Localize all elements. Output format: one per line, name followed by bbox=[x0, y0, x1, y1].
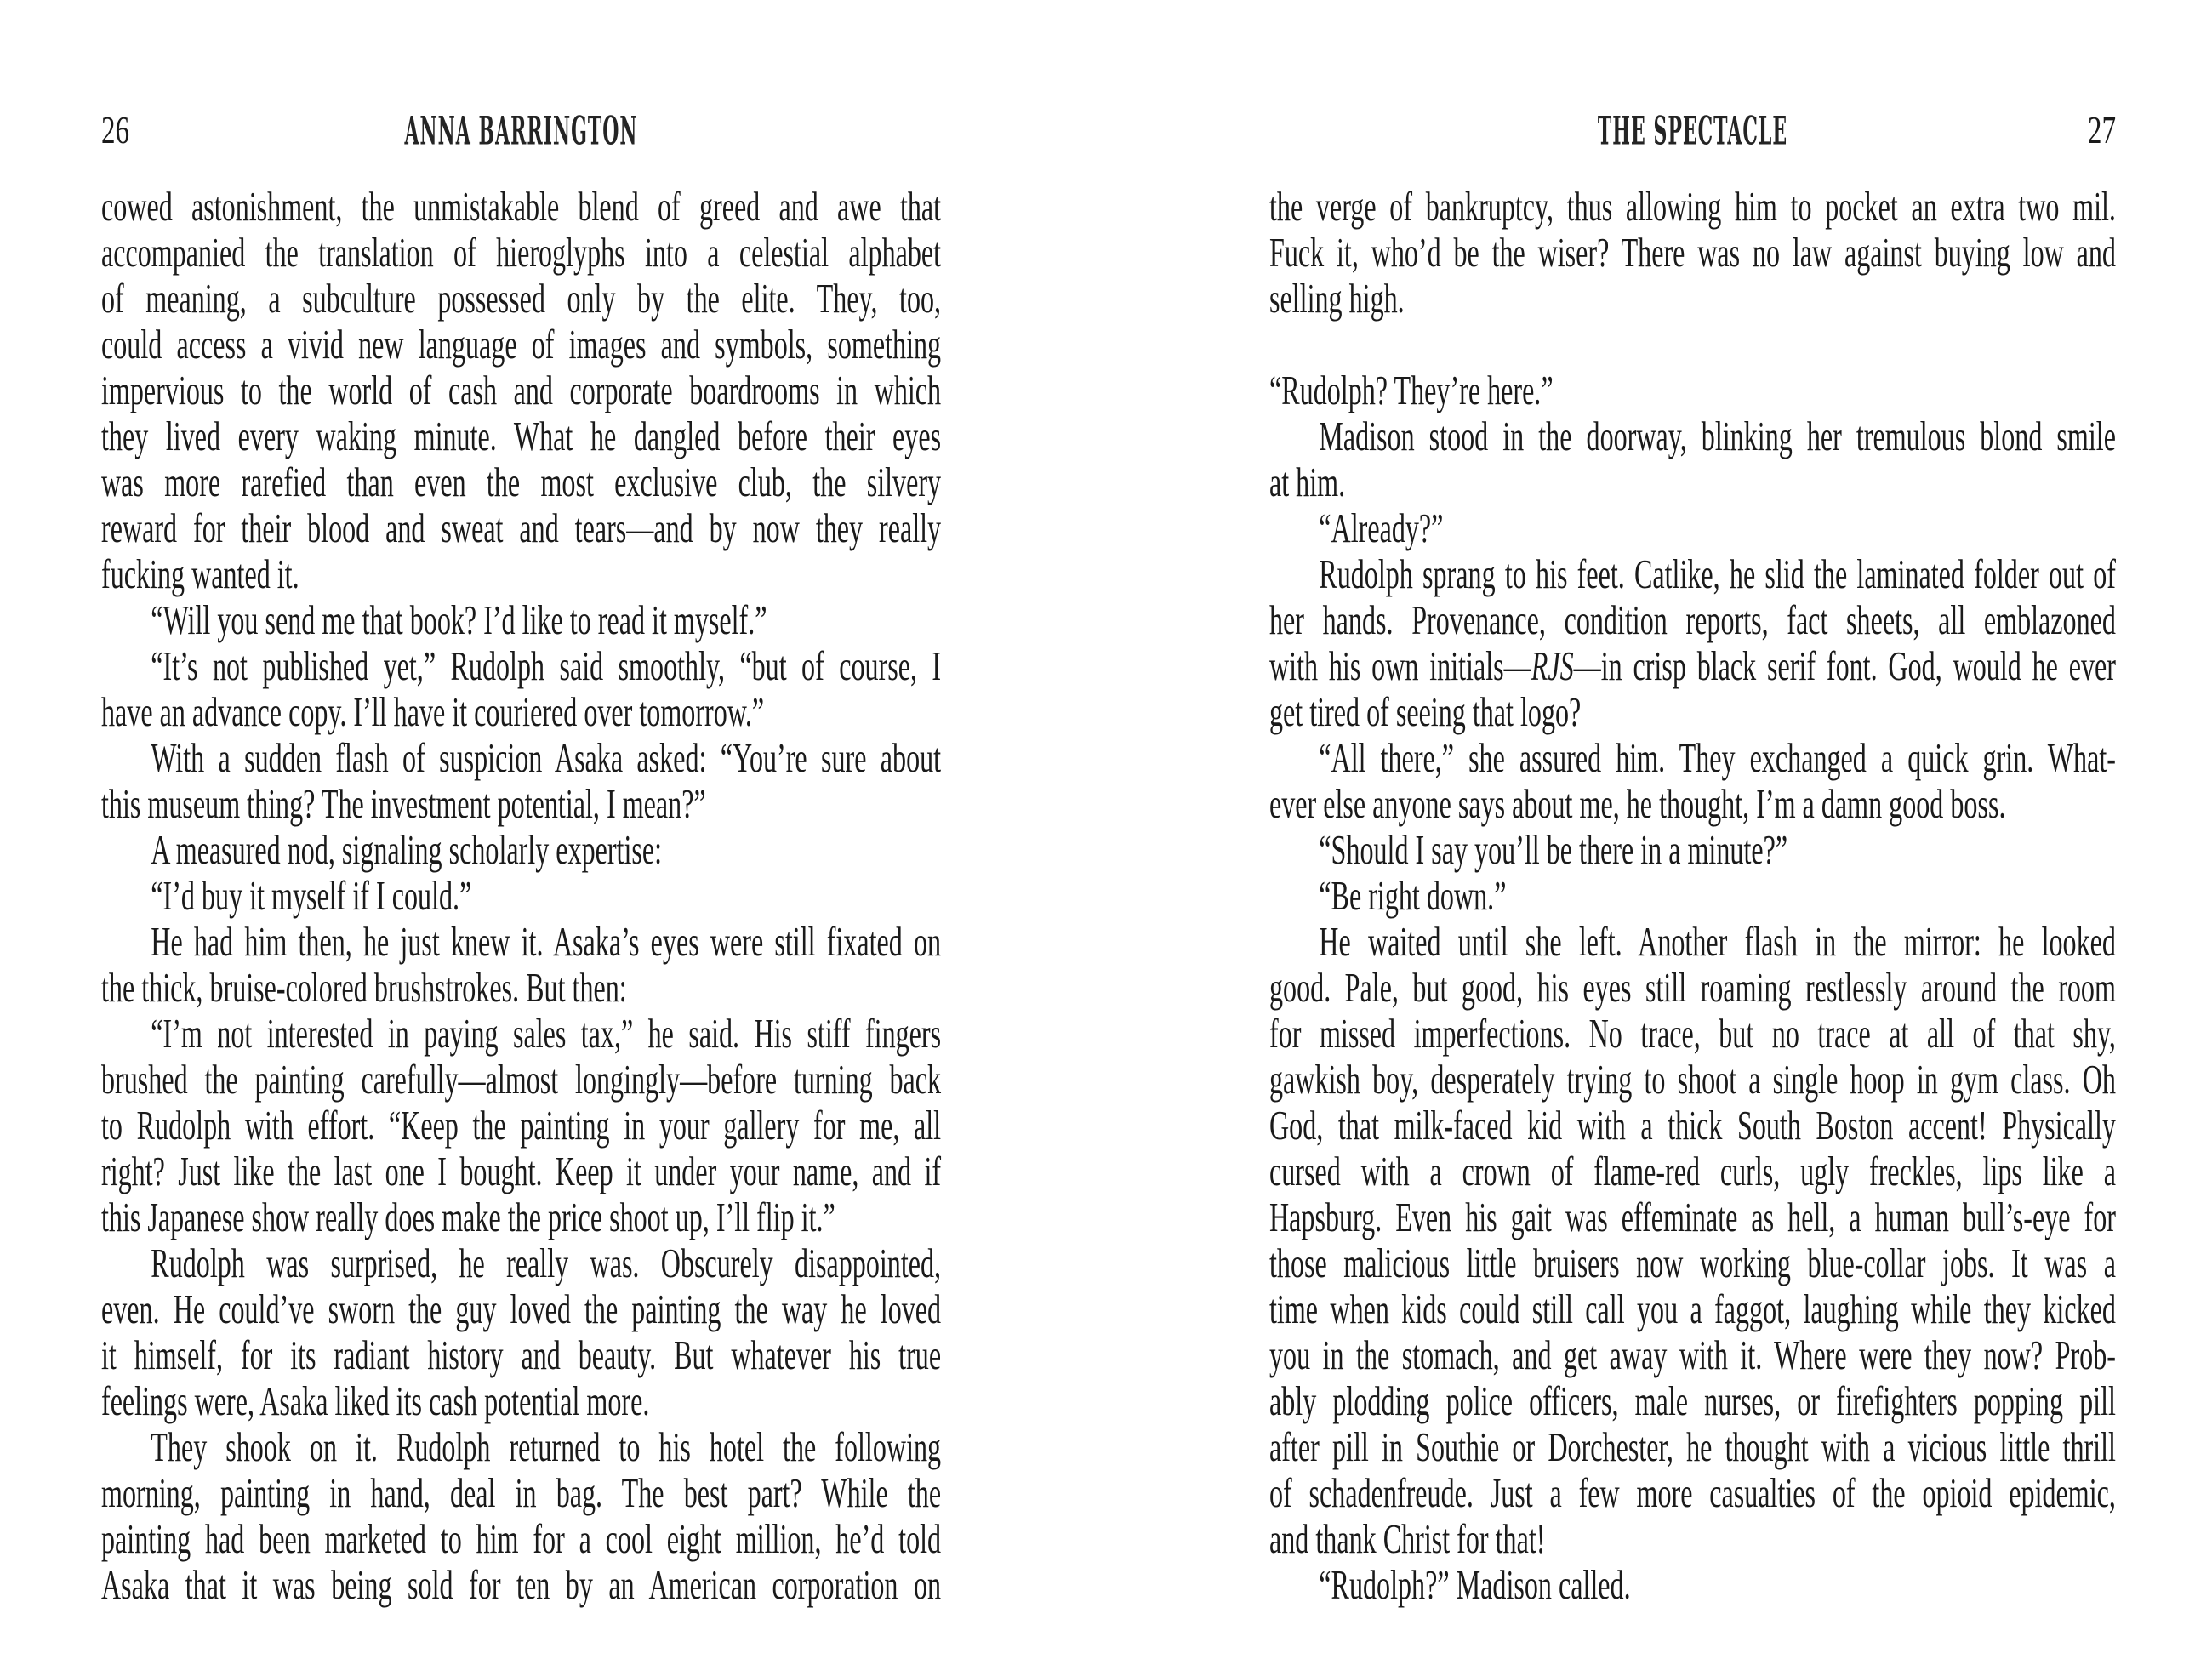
text-line: impervious to the world of cash and corporate boardrooms in which bbox=[101, 367, 942, 413]
text-line: Madison stood in the doorway, blinking her tremulous blond smile bbox=[1319, 413, 2116, 459]
text-line: Rudolph sprang to his feet. Catlike, he slid the laminated folder out of bbox=[1319, 550, 2116, 597]
text-line: feelings were, Asaka liked its cash potential more. bbox=[101, 1377, 650, 1424]
text-line: time when kids could still call you a faggot, laughing while they kicked bbox=[1269, 1286, 2116, 1332]
paragraph bbox=[101, 1011, 941, 1240]
paragraph bbox=[1269, 919, 2116, 1562]
left-page bbox=[101, 0, 941, 1659]
text-line: “Should I say you’ll be there in a minute?” bbox=[1319, 826, 1788, 873]
paragraph bbox=[1269, 368, 2116, 413]
text-line: after pill in Southie or Dorchester, he thought with a vicious little thrill bbox=[1269, 1423, 2116, 1470]
paragraph bbox=[101, 1424, 941, 1608]
text-line: and thank Christ for that! bbox=[1269, 1515, 1546, 1562]
text-line: brushed the painting carefully—almost longingly—before turning back bbox=[101, 1056, 942, 1103]
text-line: “It’s not published yet,” Rudolph said smoothly, “but of course, I bbox=[151, 642, 942, 689]
paragraph bbox=[1269, 873, 2116, 919]
left-page-number: 26 bbox=[101, 108, 130, 151]
text-line: Hapsburg. Even his gait was effeminate as hell, a human bull’s-eye for bbox=[1269, 1194, 2116, 1240]
text-line: of meaning, a subculture possessed only by the elite. They, too, bbox=[101, 275, 942, 322]
paragraph bbox=[1269, 1562, 2116, 1608]
text-line: right? Just like the last one I bought. Keep it under your name, and if bbox=[101, 1148, 942, 1194]
text-line: cursed with a crown of flame-red curls, ugly freckles, lips like a bbox=[1269, 1148, 2116, 1194]
text-line: “I’d buy it myself if I could.” bbox=[151, 872, 472, 919]
text-line: the thick, bruise-colored brushstrokes. But then: bbox=[101, 964, 627, 1011]
left-running-line bbox=[101, 108, 941, 165]
text-line: this Japanese show really does make the price shoot up, I’ll flip it.” bbox=[101, 1194, 835, 1240]
right-page-number: 27 bbox=[2087, 108, 2116, 151]
paragraph bbox=[101, 1240, 941, 1424]
text-line: this museum thing? The investment potential, I mean?” bbox=[101, 780, 706, 827]
paragraph bbox=[1269, 735, 2116, 827]
text-line: with his own initials—RJS—in crisp black serif font. God, would he ever bbox=[1269, 642, 2116, 689]
paragraph bbox=[101, 597, 941, 643]
paragraph bbox=[1269, 551, 2116, 735]
left-page-text bbox=[101, 184, 941, 1608]
paragraph bbox=[101, 919, 941, 1011]
text-line: “All there,” she assured him. They exchanged a quick grin. What- bbox=[1319, 734, 2116, 781]
text-line: of schadenfreude. Just a few more casualties of the opioid epidemic, bbox=[1269, 1469, 2116, 1516]
text-line: morning, painting in hand, deal in bag. The best part? While the bbox=[101, 1469, 942, 1516]
paragraph bbox=[101, 827, 941, 873]
text-line: fucking wanted it. bbox=[101, 550, 299, 597]
text-line: get tired of seeing that logo? bbox=[1269, 688, 1582, 735]
right-running-line bbox=[1269, 108, 2116, 165]
text-line: Rudolph was surprised, he really was. Obscurely disappointed, bbox=[151, 1240, 942, 1286]
right-page bbox=[1269, 0, 2116, 1659]
paragraph bbox=[101, 873, 941, 919]
text-line: selling high. bbox=[1269, 275, 1405, 322]
text-line: cowed astonishment, the unmistakable blend of greed and awe that bbox=[101, 183, 942, 230]
text-line: Asaka that it was being sold for ten by an American corporation on bbox=[101, 1561, 942, 1608]
paragraph bbox=[101, 184, 941, 597]
text-line: to Rudolph with effort. “Keep the painting in your gallery for me, all bbox=[101, 1102, 942, 1149]
text-line: A measured nod, signaling scholarly expertise: bbox=[151, 826, 663, 873]
text-line: good. Pale, but good, his eyes still roaming restlessly around the room bbox=[1269, 964, 2116, 1011]
text-line: painting had been marketed to him for a cool eight million, he’d told bbox=[101, 1515, 942, 1562]
text-line: God, that milk-faced kid with a thick South Boston accent! Physically bbox=[1269, 1102, 2116, 1149]
text-line: for missed imperfections. No trace, but no trace at all of that shy, bbox=[1269, 1010, 2116, 1057]
text-line: ably plodding police officers, male nurses, or firefighters popping pill bbox=[1269, 1377, 2116, 1424]
text-line: “Rudolph?” Madison called. bbox=[1319, 1561, 1631, 1608]
text-line: reward for their blood and sweat and tears—and by now they really bbox=[101, 505, 942, 551]
text-line: “Be right down.” bbox=[1319, 872, 1507, 919]
text-line: gawkish boy, desperately trying to shoot a single hoop in gym class. Oh bbox=[1269, 1056, 2116, 1103]
text-line: With a sudden flash of suspicion Asaka asked: “You’re sure about bbox=[151, 734, 942, 781]
text-line: it himself, for its radiant history and beauty. But whatever his true bbox=[101, 1331, 942, 1378]
text-line: ever else anyone says about me, he thought, I’m a damn good boss. bbox=[1269, 780, 2006, 827]
text-line: Fuck it, who’d be the wiser? There was no law against buying low and bbox=[1269, 229, 2116, 276]
text-line: the verge of bankruptcy, thus allowing him to pocket an extra two mil. bbox=[1269, 183, 2116, 230]
paragraph bbox=[1269, 184, 2116, 322]
text-line: her hands. Provenance, condition reports, fact sheets, all emblazoned bbox=[1269, 596, 2116, 643]
paragraph bbox=[1269, 827, 2116, 873]
text-line: He had him then, he just knew it. Asaka’s eyes were still fixated on bbox=[151, 918, 942, 965]
paragraph bbox=[1269, 505, 2116, 551]
text-line: “Rudolph? They’re here.” bbox=[1269, 367, 1554, 413]
text-line: “Already?” bbox=[1319, 505, 1444, 551]
text-line: those malicious little bruisers now working blue-collar jobs. It was a bbox=[1269, 1240, 2116, 1286]
text-line: accompanied the translation of hieroglyphs into a celestial alphabet bbox=[101, 229, 942, 276]
text-line: at him. bbox=[1269, 459, 1346, 505]
paragraph bbox=[1269, 413, 2116, 505]
text-line: they lived every waking minute. What he dangled before their eyes bbox=[101, 413, 942, 459]
text-line: “Will you send me that book? I’d like to read it myself.” bbox=[151, 596, 767, 643]
text-line: He waited until she left. Another flash in the mirror: he looked bbox=[1319, 918, 2116, 965]
right-page-text bbox=[1269, 184, 2116, 1608]
text-line: was more rarefied than even the most exclusive club, the silvery bbox=[101, 459, 942, 505]
text-line: They shook on it. Rudolph returned to his hotel the following bbox=[151, 1423, 942, 1470]
paragraph bbox=[101, 643, 941, 735]
text-line: even. He could’ve sworn the guy loved the painting the way he loved bbox=[101, 1286, 942, 1332]
right-running-head: THE SPECTACLE bbox=[1597, 108, 1788, 154]
text-line: you in the stomach, and get away with it. Where were they now? Prob- bbox=[1269, 1331, 2116, 1378]
text-line: could access a vivid new language of images and symbols, something bbox=[101, 321, 942, 368]
paragraph bbox=[101, 735, 941, 827]
text-line: “I’m not interested in paying sales tax,” he said. His stiff fingers bbox=[151, 1010, 942, 1057]
text-line: have an advance copy. I’ll have it couriered over tomorrow.” bbox=[101, 688, 765, 735]
left-running-head: ANNA BARRINGTON bbox=[404, 108, 638, 154]
